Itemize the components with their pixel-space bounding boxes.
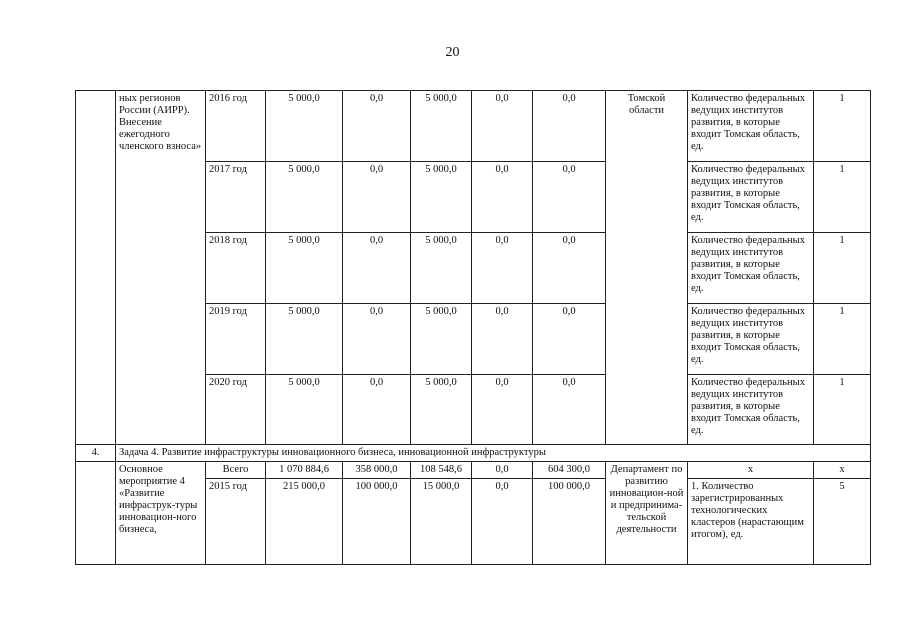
year-cell: Всего: [206, 462, 266, 479]
federal-cell: 0,0: [343, 233, 411, 304]
executor-cell: Томской области: [606, 91, 688, 445]
total-cell: 1 070 884,6: [266, 462, 343, 479]
indicator-cell: 1. Количество зарегистрированных технологических кластеров (нарастающим итогом), ед.: [688, 479, 814, 565]
measure-name-cell: Основное мероприятие 4 «Развитие инфраструк-туры инновацион-ного бизнеса,: [116, 462, 206, 565]
task-row: [76, 445, 871, 462]
other-cell: 0,0: [533, 91, 606, 162]
municipal-cell: 0,0: [472, 375, 533, 445]
indicator-value-cell: 1: [814, 233, 871, 304]
executor-cell: Департамент по развитию инновацион-ной и предпринима-тельской деятельности: [606, 462, 688, 565]
municipal-cell: 0,0: [472, 479, 533, 565]
federal-cell: 0,0: [343, 162, 411, 233]
federal-cell: 358 000,0: [343, 462, 411, 479]
total-cell: 5 000,0: [266, 233, 343, 304]
indicator-value-cell: 5: [814, 479, 871, 565]
row-number-cell: [76, 462, 116, 565]
total-cell: 5 000,0: [266, 375, 343, 445]
other-cell: 0,0: [533, 304, 606, 375]
indicator-value-cell: 1: [814, 91, 871, 162]
regional-cell: 108 548,6: [411, 462, 472, 479]
total-cell: 5 000,0: [266, 162, 343, 233]
indicator-value-cell: 1: [814, 375, 871, 445]
total-cell: 5 000,0: [266, 304, 343, 375]
regional-cell: 5 000,0: [411, 304, 472, 375]
federal-cell: 0,0: [343, 375, 411, 445]
municipal-cell: 0,0: [472, 162, 533, 233]
indicator-value-cell: х: [814, 462, 871, 479]
other-cell: 0,0: [533, 233, 606, 304]
year-cell: 2019 год: [206, 304, 266, 375]
year-cell: 2015 год: [206, 479, 266, 565]
total-cell: 215 000,0: [266, 479, 343, 565]
year-cell: 2018 год: [206, 233, 266, 304]
regional-cell: 5 000,0: [411, 162, 472, 233]
federal-cell: 0,0: [343, 304, 411, 375]
indicator-cell: Количество федеральных ведущих институтов развития, в которые входит Томская область, ед.: [688, 162, 814, 233]
federal-cell: 100 000,0: [343, 479, 411, 565]
table-row: [76, 462, 871, 479]
municipal-cell: 0,0: [472, 91, 533, 162]
indicator-cell: Количество федеральных ведущих институтов развития, в которые входит Томская область, ед.: [688, 304, 814, 375]
federal-cell: 0,0: [343, 91, 411, 162]
regional-cell: 5 000,0: [411, 375, 472, 445]
page-number: 20: [445, 45, 460, 60]
other-cell: 100 000,0: [533, 479, 606, 565]
total-cell: 5 000,0: [266, 91, 343, 162]
indicator-value-cell: 1: [814, 162, 871, 233]
year-cell: 2017 год: [206, 162, 266, 233]
table-row: [76, 91, 871, 162]
task-number-cell: 4.: [76, 445, 116, 462]
year-cell: 2020 год: [206, 375, 266, 445]
measures-table: [75, 90, 871, 565]
row-number-cell: [76, 91, 116, 445]
regional-cell: 15 000,0: [411, 479, 472, 565]
municipal-cell: 0,0: [472, 304, 533, 375]
regional-cell: 5 000,0: [411, 233, 472, 304]
other-cell: 0,0: [533, 375, 606, 445]
year-cell: 2016 год: [206, 91, 266, 162]
municipal-cell: 0,0: [472, 233, 533, 304]
indicator-cell: Количество федеральных ведущих институтов развития, в которые входит Томская область, ед.: [688, 233, 814, 304]
other-cell: 0,0: [533, 162, 606, 233]
indicator-cell: Количество федеральных ведущих институтов развития, в которые входит Томская область, ед.: [688, 91, 814, 162]
indicator-value-cell: 1: [814, 304, 871, 375]
measure-name-cell: ных регионов России (АИРР). Внесение ежегодного членского взноса»: [116, 91, 206, 445]
indicator-cell: Количество федеральных ведущих институтов развития, в которые входит Томская область, ед.: [688, 375, 814, 445]
regional-cell: 5 000,0: [411, 91, 472, 162]
municipal-cell: 0,0: [472, 462, 533, 479]
task-title-cell: Задача 4. Развитие инфраструктуры инновационного бизнеса, инновационной инфраструктуры: [116, 445, 871, 462]
other-cell: 604 300,0: [533, 462, 606, 479]
indicator-cell: х: [688, 462, 814, 479]
